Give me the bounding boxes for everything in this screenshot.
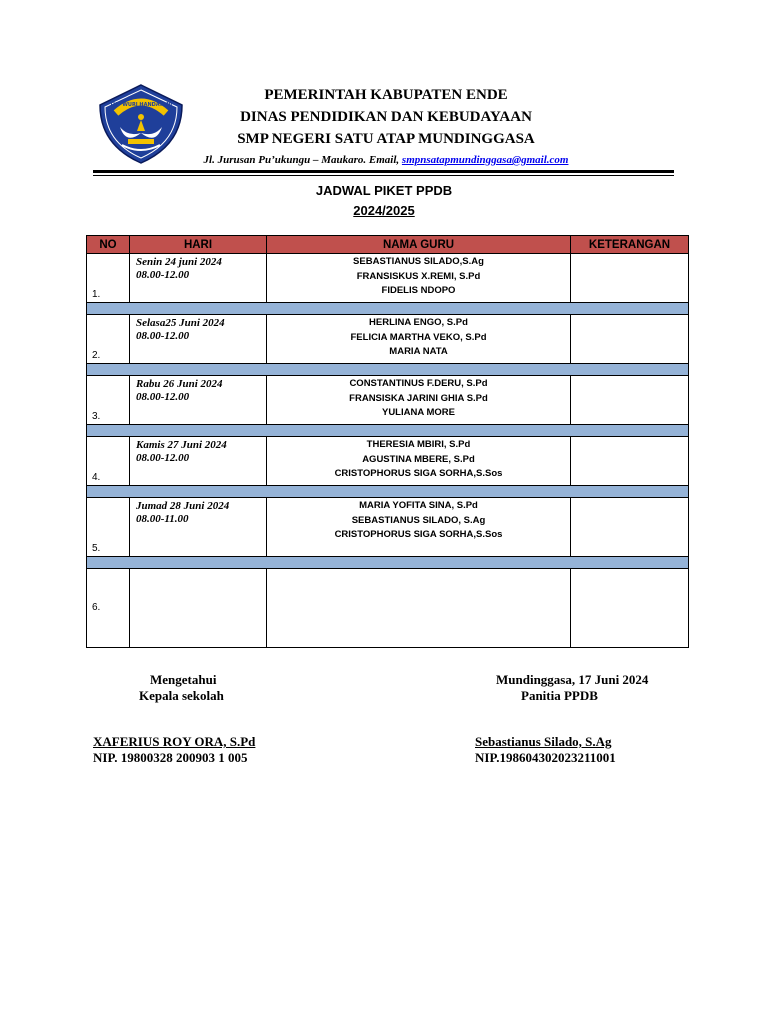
row-number: 5. bbox=[87, 498, 130, 557]
row-teachers bbox=[267, 254, 571, 303]
table-header-row bbox=[87, 236, 689, 254]
day-date: Selasa25 Juni 2024 bbox=[136, 317, 225, 329]
teacher-name: FRANSISKA JARINI GHIA S.Pd bbox=[349, 392, 488, 404]
government-name: PEMERINTAH KABUPATEN ENDE bbox=[264, 87, 508, 103]
header-keterangan: KETERANGAN bbox=[571, 236, 689, 254]
duty-schedule-table bbox=[86, 235, 689, 648]
day-date: Rabu 26 Juni 2024 bbox=[136, 378, 223, 390]
committee-nip: NIP.198604302023211001 bbox=[475, 750, 616, 765]
table-row bbox=[87, 569, 689, 648]
principal-nip: NIP. 19800328 200903 1 005 bbox=[93, 750, 248, 765]
row-number: 2. bbox=[87, 315, 130, 364]
teacher-name: MARIA YOFITA SINA, S.Pd bbox=[359, 500, 478, 511]
tut-wuri-handayani-logo bbox=[98, 83, 184, 165]
day-time: 08.00-12.00 bbox=[136, 269, 190, 281]
table-row bbox=[87, 498, 689, 557]
row-day bbox=[130, 498, 267, 557]
table-row bbox=[87, 376, 689, 425]
teacher-name: FELICIA MARTHA VEKO, S.Pd bbox=[350, 331, 487, 343]
table-row bbox=[87, 254, 689, 303]
row-teachers bbox=[267, 437, 571, 486]
department-name: DINAS PENDIDIKAN DAN KEBUDAYAAN bbox=[240, 109, 532, 125]
row-day bbox=[130, 376, 267, 425]
day-date: Jumad 28 Juni 2024 bbox=[136, 500, 230, 512]
document-title: JADWAL PIKET PPDB bbox=[315, 183, 453, 198]
teacher-name: CRISTOPHORUS SIGA SORHA,S.Sos bbox=[334, 468, 503, 479]
committee-name: Sebastianus Silado, S.Ag bbox=[475, 734, 612, 749]
teacher-name: SEBASTIANUS SILADO, S.Ag bbox=[351, 514, 486, 526]
teacher-name: FRANSISKUS X.REMI, S.Pd bbox=[356, 270, 481, 282]
row-teachers bbox=[267, 498, 571, 557]
row-day bbox=[130, 569, 267, 648]
row-teachers bbox=[267, 569, 571, 648]
row-note bbox=[571, 376, 689, 425]
teacher-name: YULIANA MORE bbox=[381, 407, 455, 418]
teacher-name: AGUSTINA MBERE, S.Pd bbox=[362, 453, 475, 465]
table-row bbox=[87, 437, 689, 486]
day-date: Kamis 27 Juni 2024 bbox=[136, 439, 227, 451]
teacher-name: THERESIA MBIRI, S.Pd bbox=[366, 439, 471, 450]
teacher-name: CRISTOPHORUS SIGA SORHA,S.Sos bbox=[334, 529, 503, 540]
teacher-name: CONSTANTINUS F.DERU, S.Pd bbox=[349, 378, 488, 389]
left-sign-line2: Kepala sekolah bbox=[139, 688, 224, 703]
row-separator bbox=[87, 364, 689, 376]
address-text: Jl. Jurusan Pu’ukungu – Maukaro. Email, bbox=[203, 154, 402, 166]
row-note bbox=[571, 254, 689, 303]
row-separator bbox=[87, 486, 689, 498]
email-link[interactable]: smpnsatapmundinggasa@gmail.com bbox=[401, 154, 569, 166]
separator-cell bbox=[87, 486, 689, 498]
row-number: 6. bbox=[87, 569, 130, 648]
teacher-name: FIDELIS NDOPO bbox=[381, 285, 456, 296]
table-row bbox=[87, 315, 689, 364]
svg-text:TUT WURI HANDAYANI: TUT WURI HANDAYANI bbox=[109, 102, 173, 108]
principal-name: XAFERIUS ROY ORA, S.Pd bbox=[93, 734, 256, 749]
row-separator bbox=[87, 303, 689, 315]
row-number: 4. bbox=[87, 437, 130, 486]
row-note bbox=[571, 315, 689, 364]
row-day bbox=[130, 437, 267, 486]
day-time: 08.00-12.00 bbox=[136, 330, 190, 342]
document-year-text: 2024/2025 bbox=[353, 203, 415, 218]
row-note bbox=[571, 437, 689, 486]
row-day bbox=[130, 254, 267, 303]
school-name: SMP NEGERI SATU ATAP MUNDINGGASA bbox=[237, 131, 535, 147]
row-number: 1. bbox=[87, 254, 130, 303]
separator-cell bbox=[87, 425, 689, 437]
day-date: Senin 24 juni 2024 bbox=[136, 256, 222, 268]
row-teachers bbox=[267, 376, 571, 425]
left-sign-line1: Mengetahui bbox=[150, 672, 217, 687]
right-sign-place-date: Mundinggasa, 17 Juni 2024 bbox=[496, 672, 649, 687]
document-year bbox=[190, 203, 578, 218]
letterhead-divider-thin bbox=[93, 175, 674, 176]
teacher-name: SEBASTIANUS SILADO,S.Ag bbox=[353, 256, 484, 267]
day-time: 08.00-12.00 bbox=[136, 391, 190, 403]
teacher-name: MARIA NATA bbox=[389, 346, 448, 357]
separator-cell bbox=[87, 557, 689, 569]
separator-cell bbox=[87, 364, 689, 376]
separator-cell bbox=[87, 303, 689, 315]
row-note bbox=[571, 498, 689, 557]
right-sign-line2: Panitia PPDB bbox=[521, 688, 598, 703]
teacher-name: HERLINA ENGO, S.Pd bbox=[369, 317, 468, 328]
row-separator bbox=[87, 425, 689, 437]
day-time: 08.00-11.00 bbox=[136, 513, 189, 525]
school-address bbox=[190, 154, 582, 166]
header-nama-guru: NAMA GURU bbox=[267, 236, 571, 254]
header-hari: HARI bbox=[130, 236, 267, 254]
header-no: NO bbox=[87, 236, 130, 254]
day-time: 08.00-12.00 bbox=[136, 452, 190, 464]
letterhead-divider bbox=[93, 170, 674, 173]
row-note bbox=[571, 569, 689, 648]
row-separator bbox=[87, 557, 689, 569]
row-number: 3. bbox=[87, 376, 130, 425]
row-teachers bbox=[267, 315, 571, 364]
row-day bbox=[130, 315, 267, 364]
